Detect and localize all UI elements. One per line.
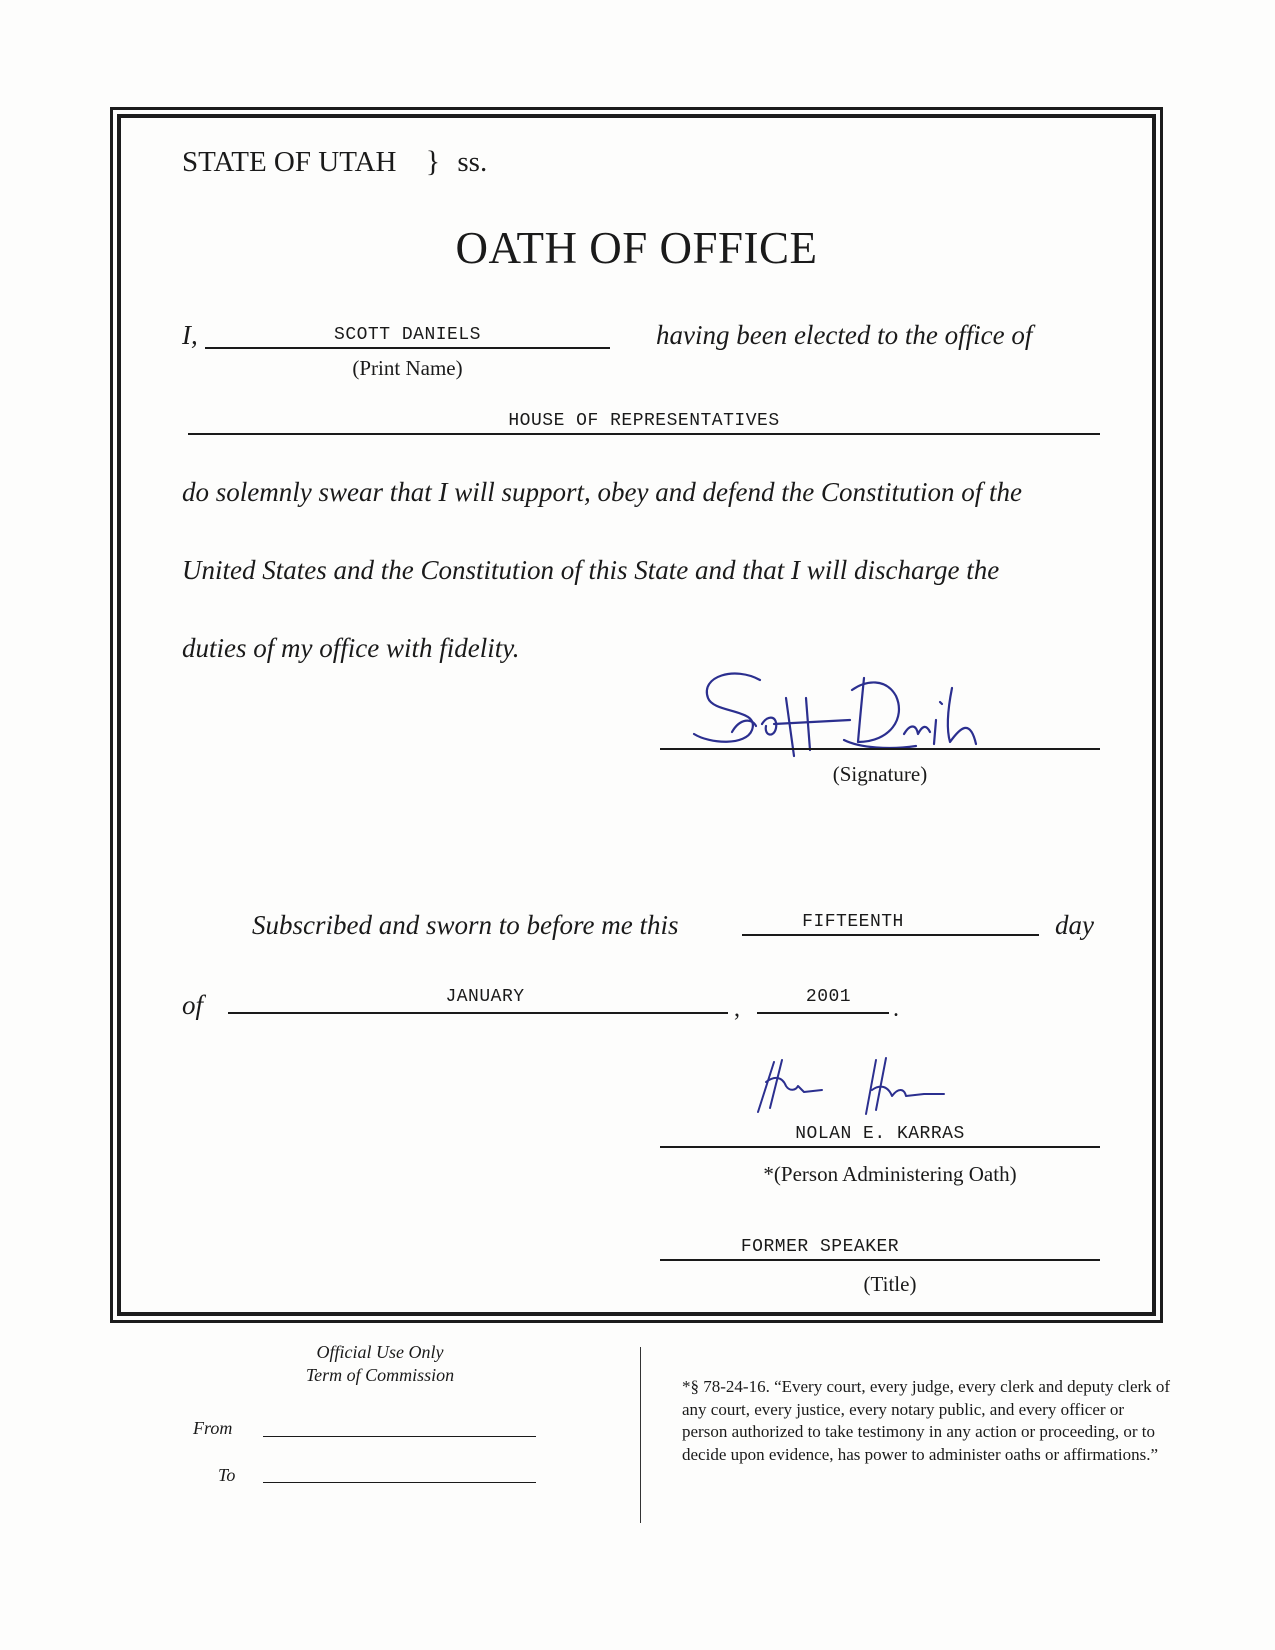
name-line bbox=[205, 347, 610, 349]
oath-taker-signature bbox=[690, 658, 1030, 758]
office-value: HOUSE OF REPRESENTATIVES bbox=[508, 411, 780, 431]
title-value: FORMER SPEAKER bbox=[740, 1237, 900, 1257]
month-line bbox=[228, 1012, 728, 1014]
state-name: STATE OF UTAH bbox=[182, 146, 397, 178]
day-line bbox=[742, 934, 1039, 936]
oath-line-3: duties of my office with fidelity. bbox=[182, 633, 520, 663]
print-name-caption: (Print Name) bbox=[352, 356, 463, 380]
title-caption: (Title) bbox=[863, 1272, 917, 1296]
printed-name: SCOTT DANIELS bbox=[334, 325, 481, 345]
page-title: OATH OF OFFICE bbox=[455, 223, 818, 273]
day-word: day bbox=[1055, 910, 1094, 940]
from-field[interactable] bbox=[263, 1436, 536, 1437]
year-line bbox=[757, 1012, 889, 1014]
period: . bbox=[893, 996, 899, 1022]
administrator-line bbox=[660, 1146, 1100, 1148]
administrator-signature bbox=[752, 1050, 972, 1120]
title-line bbox=[660, 1259, 1100, 1261]
ss-label: ss. bbox=[457, 146, 488, 178]
elected-text: having been elected to the office of bbox=[656, 320, 1033, 350]
day-value: FIFTEENTH bbox=[802, 912, 904, 932]
from-label: From bbox=[193, 1418, 233, 1438]
to-label: To bbox=[218, 1465, 236, 1485]
signature-line bbox=[660, 748, 1100, 750]
subscribed-text: Subscribed and sworn to before me this bbox=[252, 910, 679, 940]
footer-divider bbox=[640, 1347, 641, 1523]
office-line bbox=[188, 433, 1100, 435]
state-heading bbox=[182, 145, 487, 179]
statute-note: *§ 78-24-16. “Every court, every judge, every clerk and deputy clerk of any court, every justice, every notary public, and every officer or person authorized to take testimony in any action or proceeding, or to decide upon evidence, has power to administer oaths or affirmations.” bbox=[682, 1377, 1171, 1464]
oath-line-2: United States and the Constitution of this State and that I will discharge the bbox=[182, 555, 1000, 585]
comma: , bbox=[734, 996, 740, 1022]
of-word: of bbox=[182, 990, 204, 1020]
signature-caption: (Signature) bbox=[832, 762, 928, 786]
to-field[interactable] bbox=[263, 1482, 536, 1483]
administrator-name: NOLAN E. KARRAS bbox=[795, 1124, 965, 1144]
term-of-commission-heading: Term of Commission bbox=[305, 1365, 455, 1385]
oath-prefix: I, bbox=[182, 320, 198, 350]
official-use-heading: Official Use Only bbox=[316, 1342, 444, 1362]
month-value: JANUARY bbox=[445, 987, 525, 1007]
administrator-caption: *(Person Administering Oath) bbox=[763, 1162, 1017, 1186]
brace: } bbox=[425, 145, 441, 178]
year-value: 2001 bbox=[805, 987, 852, 1007]
oath-line-1: do solemnly swear that I will support, obey and defend the Constitution of the bbox=[182, 477, 1022, 507]
